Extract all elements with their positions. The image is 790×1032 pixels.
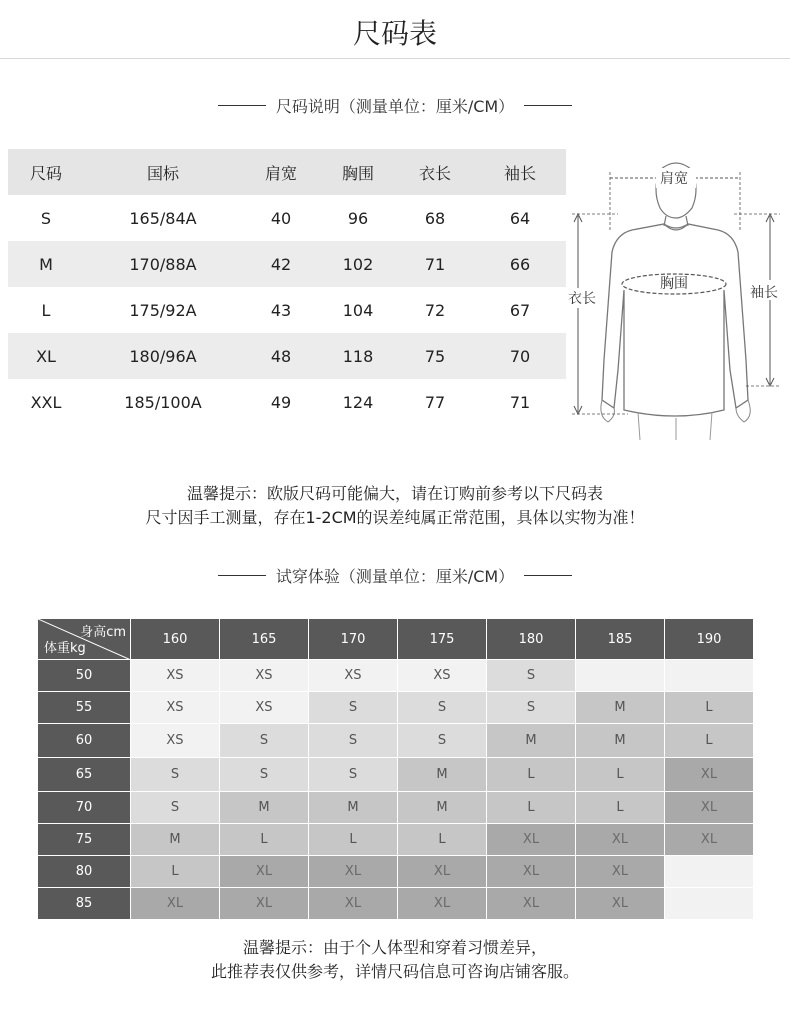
chest-col-header: 胸围 xyxy=(341,163,374,183)
size-table xyxy=(8,149,566,425)
fit-size-cell: XL xyxy=(665,758,754,792)
fit-size-cell: XS xyxy=(131,660,220,692)
fit-size-cell: XL xyxy=(665,792,754,824)
height-header-cell: 165 xyxy=(220,619,309,660)
title-divider xyxy=(0,58,790,59)
height-header-cell: 160 xyxy=(131,619,220,660)
fit-size-cell: XS xyxy=(398,660,487,692)
fit-size-cell xyxy=(665,660,754,692)
shoulder-cell: 49 xyxy=(270,392,292,412)
fit-tip-line-1: 温馨提示：由于个人体型和穿着习惯差异， xyxy=(242,938,547,957)
fit-size-cell: XL xyxy=(487,856,576,888)
height-axis-label: 身高cm xyxy=(80,625,126,640)
size-guide-heading xyxy=(0,94,790,117)
chest-cell: 104 xyxy=(342,300,374,320)
size-guide-heading-text: 尺码说明（测量单位：厘米/CM） xyxy=(275,97,515,116)
fit-size-cell: XL xyxy=(576,888,665,920)
fit-size-cell: XL xyxy=(665,824,754,856)
page-title: 尺码表 xyxy=(352,17,437,50)
size-cell: XXL xyxy=(30,392,62,412)
fit-size-cell: L xyxy=(665,692,754,724)
fit-size-cell: XL xyxy=(576,856,665,888)
fit-tip-line-2: 此推荐表仅供参考，详情尺码信息可咨询店铺客服。 xyxy=(210,962,579,981)
standard-cell: 170/88A xyxy=(129,254,197,274)
fit-table-corner xyxy=(38,619,131,660)
fit-size-cell: XL xyxy=(576,824,665,856)
fit-size-cell: L xyxy=(131,856,220,888)
fit-size-cell xyxy=(576,660,665,692)
shoulder-cell: 43 xyxy=(270,300,292,320)
fit-size-cell: XS xyxy=(309,660,398,692)
fit-tip xyxy=(0,936,790,984)
length-cell: 72 xyxy=(424,300,446,320)
fit-size-cell: S xyxy=(309,692,398,724)
standard-cell: 185/100A xyxy=(124,392,202,412)
sleeve-cell: 70 xyxy=(509,346,531,366)
fit-size-cell: XL xyxy=(309,856,398,888)
standard-cell: 180/96A xyxy=(129,346,197,366)
length-cell: 77 xyxy=(424,392,446,412)
fit-size-cell: M xyxy=(309,792,398,824)
fit-table-row xyxy=(38,724,754,758)
fit-size-cell: L xyxy=(576,758,665,792)
fit-size-cell: XL xyxy=(309,888,398,920)
standard-col-header: 国标 xyxy=(146,163,179,183)
fit-size-cell: M xyxy=(398,792,487,824)
size-table-row xyxy=(8,333,566,379)
height-header-cell: 190 xyxy=(665,619,754,660)
standard-cell: 175/92A xyxy=(129,300,197,320)
length-cell: 71 xyxy=(424,254,446,274)
size-cell: S xyxy=(40,208,52,228)
fit-size-cell: M xyxy=(398,758,487,792)
fit-size-cell: L xyxy=(398,824,487,856)
fit-size-cell: S xyxy=(309,724,398,758)
length-col-header: 衣长 xyxy=(418,163,451,183)
heading-dash-left xyxy=(218,105,266,106)
fit-size-cell: XL xyxy=(487,824,576,856)
length-cell: 68 xyxy=(424,208,446,228)
weight-cell: 55 xyxy=(38,692,131,724)
size-tip-line-2: 尺寸因手工测量，存在1-2CM的误差纯属正常范围，具体以实物为准！ xyxy=(145,508,645,527)
fit-size-cell: M xyxy=(487,724,576,758)
chest-label: 胸围 xyxy=(660,276,688,292)
standard-cell: 165/84A xyxy=(129,208,197,228)
fit-table-row xyxy=(38,792,754,824)
fit-size-cell: L xyxy=(487,792,576,824)
fit-table-header-row xyxy=(38,619,754,660)
chest-cell: 96 xyxy=(347,208,369,228)
fit-size-cell: XS xyxy=(220,692,309,724)
weight-axis-label: 体重kg xyxy=(44,641,86,656)
fit-size-cell: S xyxy=(398,724,487,758)
fit-guide-heading xyxy=(0,564,790,587)
size-table-row xyxy=(8,195,566,241)
sleeve-cell: 71 xyxy=(509,392,531,412)
height-header-cell: 170 xyxy=(309,619,398,660)
weight-cell: 80 xyxy=(38,856,131,888)
height-header-cell: 185 xyxy=(576,619,665,660)
heading-dash-right xyxy=(524,575,572,576)
sleeve-cell: 66 xyxy=(509,254,531,274)
fit-size-cell: L xyxy=(665,724,754,758)
fit-size-cell: M xyxy=(576,724,665,758)
shoulder-label: 肩宽 xyxy=(660,171,688,187)
fit-size-cell: XS xyxy=(220,660,309,692)
fit-size-cell: L xyxy=(576,792,665,824)
fit-size-cell: XL xyxy=(220,888,309,920)
chest-cell: 124 xyxy=(342,392,374,412)
fit-size-cell: M xyxy=(131,824,220,856)
shoulder-col-header: 肩宽 xyxy=(264,163,297,183)
fit-table-row xyxy=(38,660,754,692)
chest-cell: 118 xyxy=(342,346,374,366)
length-label: 衣长 xyxy=(568,291,596,307)
sleeve-cell: 64 xyxy=(509,208,531,228)
measurement-diagram xyxy=(568,160,790,440)
size-tip-line-1: 温馨提示：欧版尺码可能偏大，请在订购前参考以下尺码表 xyxy=(186,484,603,503)
weight-cell: 75 xyxy=(38,824,131,856)
sleeve-col-header: 袖长 xyxy=(503,163,536,183)
fit-size-cell: XL xyxy=(131,888,220,920)
fit-size-cell: XS xyxy=(131,692,220,724)
size-cell: L xyxy=(41,300,51,320)
length-cell: 75 xyxy=(424,346,446,366)
size-cell: M xyxy=(39,254,53,274)
fit-size-cell: S xyxy=(131,792,220,824)
fit-size-cell: S xyxy=(309,758,398,792)
fit-size-cell: S xyxy=(487,692,576,724)
fit-table-row xyxy=(38,856,754,888)
fit-table-row xyxy=(38,758,754,792)
fit-size-cell: S xyxy=(398,692,487,724)
size-tip xyxy=(0,482,790,530)
weight-cell: 50 xyxy=(38,660,131,692)
fit-table-row xyxy=(38,824,754,856)
size-table-row xyxy=(8,241,566,287)
fit-guide-heading-text: 试穿体验（测量单位：厘米/CM） xyxy=(275,567,515,586)
size-table-header-row xyxy=(8,149,566,195)
weight-cell: 70 xyxy=(38,792,131,824)
heading-dash-left xyxy=(218,575,266,576)
fit-size-cell: M xyxy=(576,692,665,724)
fit-size-cell: L xyxy=(309,824,398,856)
fit-size-cell: XS xyxy=(131,724,220,758)
height-header-cell: 180 xyxy=(487,619,576,660)
heading-dash-right xyxy=(524,105,572,106)
fit-size-cell: XL xyxy=(398,888,487,920)
size-col-header: 尺码 xyxy=(29,163,62,183)
fit-size-cell: XL xyxy=(220,856,309,888)
fit-table xyxy=(37,618,754,920)
fit-size-cell: S xyxy=(220,724,309,758)
weight-cell: 60 xyxy=(38,724,131,758)
fit-table-row xyxy=(38,692,754,724)
fit-size-cell: S xyxy=(131,758,220,792)
shirt-figure-illustration xyxy=(568,160,790,440)
size-cell: XL xyxy=(36,346,56,366)
sleeve-cell: 67 xyxy=(509,300,531,320)
fit-size-cell: S xyxy=(487,660,576,692)
weight-cell: 65 xyxy=(38,758,131,792)
chest-cell: 102 xyxy=(342,254,374,274)
fit-size-cell: S xyxy=(220,758,309,792)
height-header-cell: 175 xyxy=(398,619,487,660)
fit-size-cell xyxy=(665,888,754,920)
fit-table-row xyxy=(38,888,754,920)
shoulder-cell: 42 xyxy=(270,254,292,274)
fit-size-cell: M xyxy=(220,792,309,824)
shoulder-cell: 48 xyxy=(270,346,292,366)
fit-size-cell: L xyxy=(220,824,309,856)
shoulder-cell: 40 xyxy=(270,208,292,228)
sleeve-label: 袖长 xyxy=(750,285,778,301)
size-table-row xyxy=(8,287,566,333)
size-table-row xyxy=(8,379,566,425)
fit-size-cell: XL xyxy=(398,856,487,888)
weight-cell: 85 xyxy=(38,888,131,920)
fit-size-cell: L xyxy=(487,758,576,792)
fit-size-cell xyxy=(665,856,754,888)
fit-size-cell: XL xyxy=(487,888,576,920)
